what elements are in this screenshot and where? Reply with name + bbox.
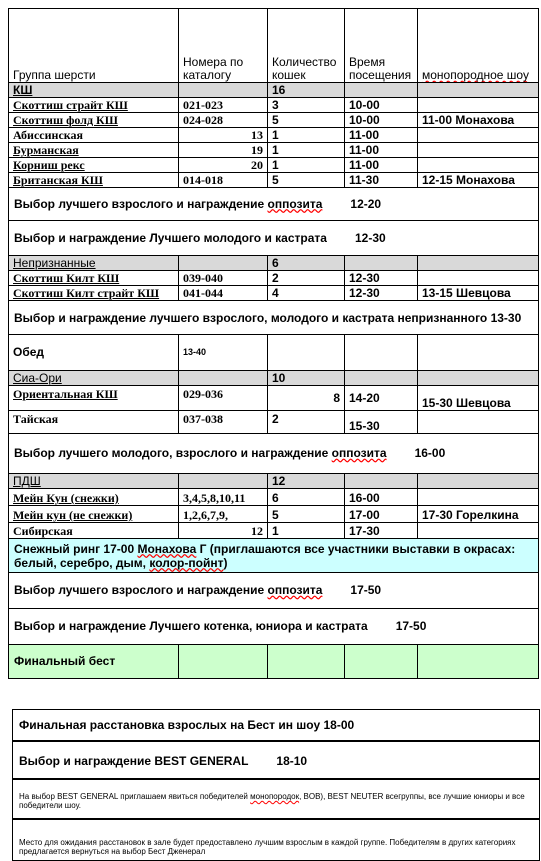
- snow-ring-text: Снежный ринг 17-00 Монахова Г (приглашаются все участники выставки в окрасах: белый, серебро, дым, колор-пойнт): [9, 539, 539, 573]
- mono-show: [418, 523, 539, 539]
- mono-show: 13-15 Шевцова: [418, 286, 539, 301]
- catalog-numbers: 014-018: [179, 173, 268, 188]
- group-row-siamese-oriental: [9, 371, 539, 386]
- final-best-label: Финальный бест: [9, 645, 179, 679]
- event-row: [9, 188, 539, 221]
- group-row-pdsh: [9, 474, 539, 489]
- breed-name: Скоттиш Килт КШ: [9, 271, 179, 286]
- event-row: [9, 434, 539, 474]
- breed-name: Ориентальная КШ: [9, 386, 179, 411]
- cat-count: 1: [268, 128, 345, 143]
- note-1-text: На выбор BEST GENERAL приглашаем явиться победителей монопородок, BOB), BEST NEUTER всегруппы, все лучшие юниоры и все победители шоу.: [19, 792, 525, 810]
- visit-time: 17-30: [345, 523, 418, 539]
- visit-time: 12-30: [345, 271, 418, 286]
- visit-time: 10-00: [345, 113, 418, 128]
- breed-name: Бурманская: [9, 143, 179, 158]
- cat-count: 1: [268, 158, 345, 173]
- event-text: Выбор лучшего взрослого и награждение оппозита 17-50: [9, 573, 539, 609]
- catalog-numbers: 037-038: [179, 411, 268, 434]
- final-lineup-box: [12, 709, 540, 741]
- catalog-numbers: 19: [251, 143, 263, 157]
- header-group: Группа шерсти: [9, 9, 179, 83]
- table-row: [9, 386, 539, 411]
- cat-count: 1: [268, 523, 345, 539]
- visit-time: 11-00: [345, 143, 418, 158]
- visit-time: 17-00: [345, 506, 418, 523]
- lunch-row: [9, 335, 539, 371]
- table-row: [9, 506, 539, 523]
- mono-show: 17-30 Горелкина: [418, 506, 539, 523]
- header-row: [9, 9, 539, 83]
- event-text: Выбор и награждение Лучшего котенка, юниора и кастрата 17-50: [9, 609, 539, 645]
- cat-count: 4: [268, 286, 345, 301]
- header-count: Количество кошек: [268, 9, 345, 83]
- note-box-2: [12, 819, 540, 861]
- cat-count: 5: [268, 506, 345, 523]
- best-general-box: [12, 741, 540, 779]
- cat-count: 8: [333, 390, 340, 405]
- table-row: [9, 286, 539, 301]
- event-text: Выбор и награждение лучшего взрослого, молодого и кастрата непризнанного 13-30: [9, 301, 539, 335]
- visit-time: 11-00: [345, 128, 418, 143]
- group-row-unrecognized: [9, 256, 539, 271]
- group-name: КШ: [9, 83, 179, 98]
- catalog-numbers: 12: [251, 524, 263, 538]
- cat-count: 2: [268, 271, 345, 286]
- table-row: [9, 158, 539, 173]
- visit-time: 11-00: [345, 158, 418, 173]
- mono-show: 15-30 Шевцова: [418, 386, 539, 411]
- breed-name: Сибирская: [9, 523, 179, 539]
- mono-show: [418, 98, 539, 113]
- catalog-numbers: 041-044: [179, 286, 268, 301]
- snow-ring-row: [9, 539, 539, 573]
- breed-name: Мейн Кун (снежки): [9, 489, 179, 506]
- mono-show: [418, 411, 539, 434]
- catalog-numbers: 021-023: [179, 98, 268, 113]
- note-box-1: [12, 779, 540, 819]
- mono-show: [418, 143, 539, 158]
- note-2-text: Место для ожидания расстановок в зале будет предоставлено лучшим взрослым в каждой группе. Победителям в других категориях предлагается вернуться на выбор Бест Дженерал: [19, 838, 516, 856]
- breed-name: Тайская: [9, 411, 179, 434]
- table-row: [9, 173, 539, 188]
- catalog-numbers: 13: [251, 128, 263, 142]
- header-mono: монопородное шоу: [418, 9, 539, 83]
- table-row: [9, 489, 539, 506]
- table-row: [9, 143, 539, 158]
- table-row: [9, 98, 539, 113]
- group-count: 12: [268, 474, 345, 489]
- final-best-row: [9, 645, 539, 679]
- cat-count: 5: [268, 173, 345, 188]
- breed-name: Абиссинская: [9, 128, 179, 143]
- mono-show: [418, 489, 539, 506]
- mono-show: 11-00 Монахова: [418, 113, 539, 128]
- visit-time: 11-30: [345, 173, 418, 188]
- event-row: [9, 609, 539, 645]
- group-name: Сиа-Ори: [9, 371, 179, 386]
- event-text: Выбор и награждение Лучшего молодого и кастрата 12-30: [9, 221, 539, 256]
- catalog-numbers: 024-028: [179, 113, 268, 128]
- breed-name: Мейн кун (не снежки): [9, 506, 179, 523]
- visit-time: 16-00: [345, 489, 418, 506]
- visit-time: 10-00: [345, 98, 418, 113]
- table-row: [9, 113, 539, 128]
- best-general-text: Выбор и награждение BEST GENERAL 18-10: [19, 754, 308, 768]
- cat-count: 5: [268, 113, 345, 128]
- group-name: Непризнанные: [9, 256, 179, 271]
- mono-show: [418, 271, 539, 286]
- event-text: Выбор лучшего взрослого и награждение оппозита 12-20: [9, 188, 539, 221]
- cat-count: 6: [268, 489, 345, 506]
- catalog-numbers: 1,2,6,7,9,: [179, 506, 268, 523]
- catalog-numbers: 029-036: [179, 386, 268, 411]
- lunch-label: Обед: [9, 335, 179, 371]
- table-row: [9, 411, 539, 434]
- cat-count: 1: [268, 143, 345, 158]
- cat-count: 2: [268, 411, 345, 434]
- mono-show: [418, 158, 539, 173]
- catalog-numbers: 3,4,5,8,10,11: [179, 489, 268, 506]
- header-catalog: Номера по каталогу: [179, 9, 268, 83]
- table-row: [9, 128, 539, 143]
- event-row: [9, 221, 539, 256]
- visit-time: 15-30: [345, 411, 418, 434]
- schedule-table: [8, 8, 539, 679]
- mono-show: [418, 128, 539, 143]
- visit-time: 14-20: [345, 386, 418, 411]
- breed-name: Британская КШ: [9, 173, 179, 188]
- group-row-ksh: [9, 83, 539, 98]
- breed-name: Скоттиш фолд КШ: [9, 113, 179, 128]
- mono-show: 12-15 Монахова: [418, 173, 539, 188]
- lunch-time: 13-40: [179, 335, 268, 371]
- group-name: ПДШ: [9, 474, 179, 489]
- catalog-numbers: 039-040: [179, 271, 268, 286]
- cat-count: 3: [268, 98, 345, 113]
- catalog-numbers: 20: [251, 158, 263, 172]
- event-text: Выбор лучшего молодого, взрослого и награждение оппозита 16-00: [9, 434, 539, 474]
- table-row: [9, 523, 539, 539]
- group-count: 6: [268, 256, 345, 271]
- breed-name: Скоттиш страйт КШ: [9, 98, 179, 113]
- table-row: [9, 271, 539, 286]
- visit-time: 12-30: [345, 286, 418, 301]
- event-row: [9, 573, 539, 609]
- breed-name: Корниш рекс: [9, 158, 179, 173]
- event-row: [9, 301, 539, 335]
- header-time: Время посещения: [345, 9, 418, 83]
- group-count: 16: [268, 83, 345, 98]
- final-lineup-text: Финальная расстановка взрослых на Бест ин шоу 18-00: [19, 718, 355, 732]
- breed-name: Скоттиш Килт страйт КШ: [9, 286, 179, 301]
- group-count: 10: [268, 371, 345, 386]
